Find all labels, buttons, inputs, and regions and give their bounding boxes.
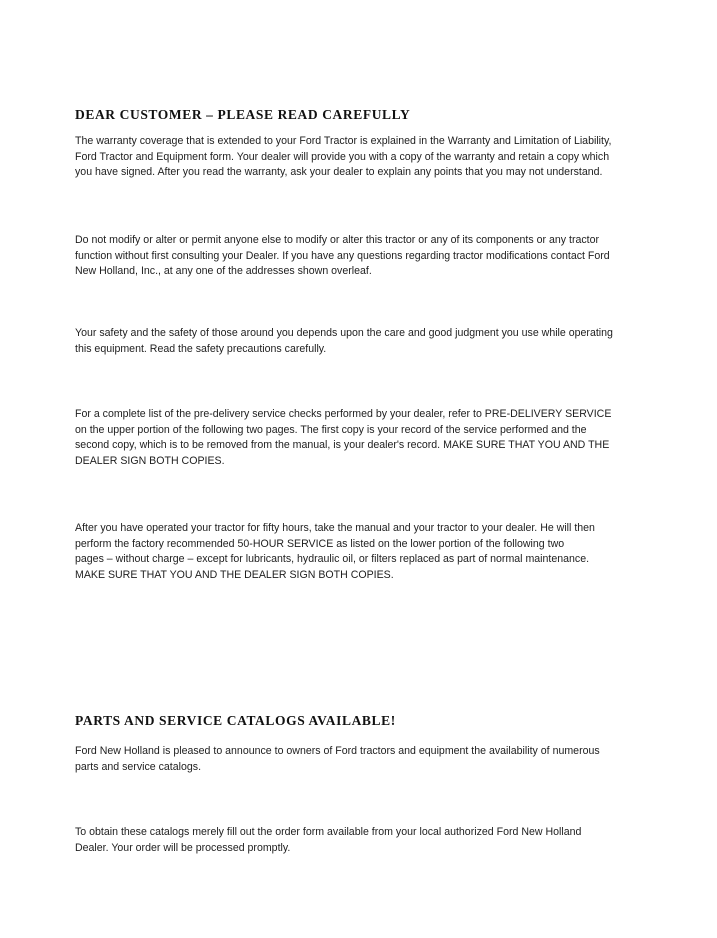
text-line: on the upper portion of the following two pages. The first copy is your record of the service performed and the	[75, 423, 587, 436]
paragraph-pre-delivery-service	[75, 407, 675, 469]
paragraph-modifications	[75, 233, 675, 280]
text-line: perform the factory recommended 50-HOUR SERVICE as listed on the lower portion of the following two	[75, 537, 565, 550]
text-line: Ford New Holland is pleased to announce to owners of Ford tractors and equipment the availability of numerous	[75, 745, 600, 757]
text-line: function without first consulting your Dealer. If you have any questions regarding tractor modifications contact Ford	[75, 249, 610, 262]
text-line: For a complete list of the pre-delivery service checks performed by your dealer, refer to PRE-DELIVERY SERVICE	[75, 408, 612, 420]
text-line: The warranty coverage that is extended to your Ford Tractor is explained in the Warranty and Limitation of Liability,	[75, 135, 612, 147]
text-line: To obtain these catalogs merely fill out the order form available from your local authorized Ford New Holland	[75, 826, 582, 838]
text-line: Dealer. Your order will be processed promptly.	[75, 841, 291, 854]
text-line: second copy, which is to be removed from the manual, is your dealer's record. MAKE SURE THAT YOU AND THE	[75, 439, 610, 451]
heading-parts-service-catalogs: PARTS AND SERVICE CATALOGS AVAILABLE!	[75, 713, 396, 728]
text-line: New Holland, Inc., at any one of the addresses shown overleaf.	[75, 265, 372, 277]
paragraph-warranty-coverage	[75, 134, 675, 181]
heading-dear-customer: DEAR CUSTOMER – PLEASE READ CAREFULLY	[75, 107, 411, 122]
text-line: parts and service catalogs.	[75, 760, 202, 773]
text-line: you have signed. After you read the warranty, ask your dealer to explain any points that you may not understand.	[75, 166, 603, 178]
paragraph-safety	[75, 326, 675, 357]
text-line: pages – without charge – except for lubricants, hydraulic oil, or filters replaced as part of normal maintenance.	[75, 553, 590, 565]
text-line: After you have operated your tractor for fifty hours, take the manual and your tractor to your dealer. He will then	[75, 522, 595, 534]
text-line: Your safety and the safety of those around you depends upon the care and good judgment you use while operating	[75, 327, 613, 339]
text-line: MAKE SURE THAT YOU AND THE DEALER SIGN BOTH COPIES.	[75, 568, 394, 581]
paragraph-50-hour-service	[75, 521, 675, 583]
text-line: this equipment. Read the safety precautions carefully.	[75, 342, 327, 355]
text-line: DEALER SIGN BOTH COPIES.	[75, 454, 225, 467]
paragraph-order-form	[75, 825, 675, 856]
paragraph-catalogs-announcement	[75, 744, 675, 775]
text-line: Do not modify or alter or permit anyone else to modify or alter this tractor or any of its components or any tractor	[75, 234, 600, 246]
text-line: Ford Tractor and Equipment form. Your dealer will provide you with a copy of the warranty and retain a copy which	[75, 150, 610, 163]
